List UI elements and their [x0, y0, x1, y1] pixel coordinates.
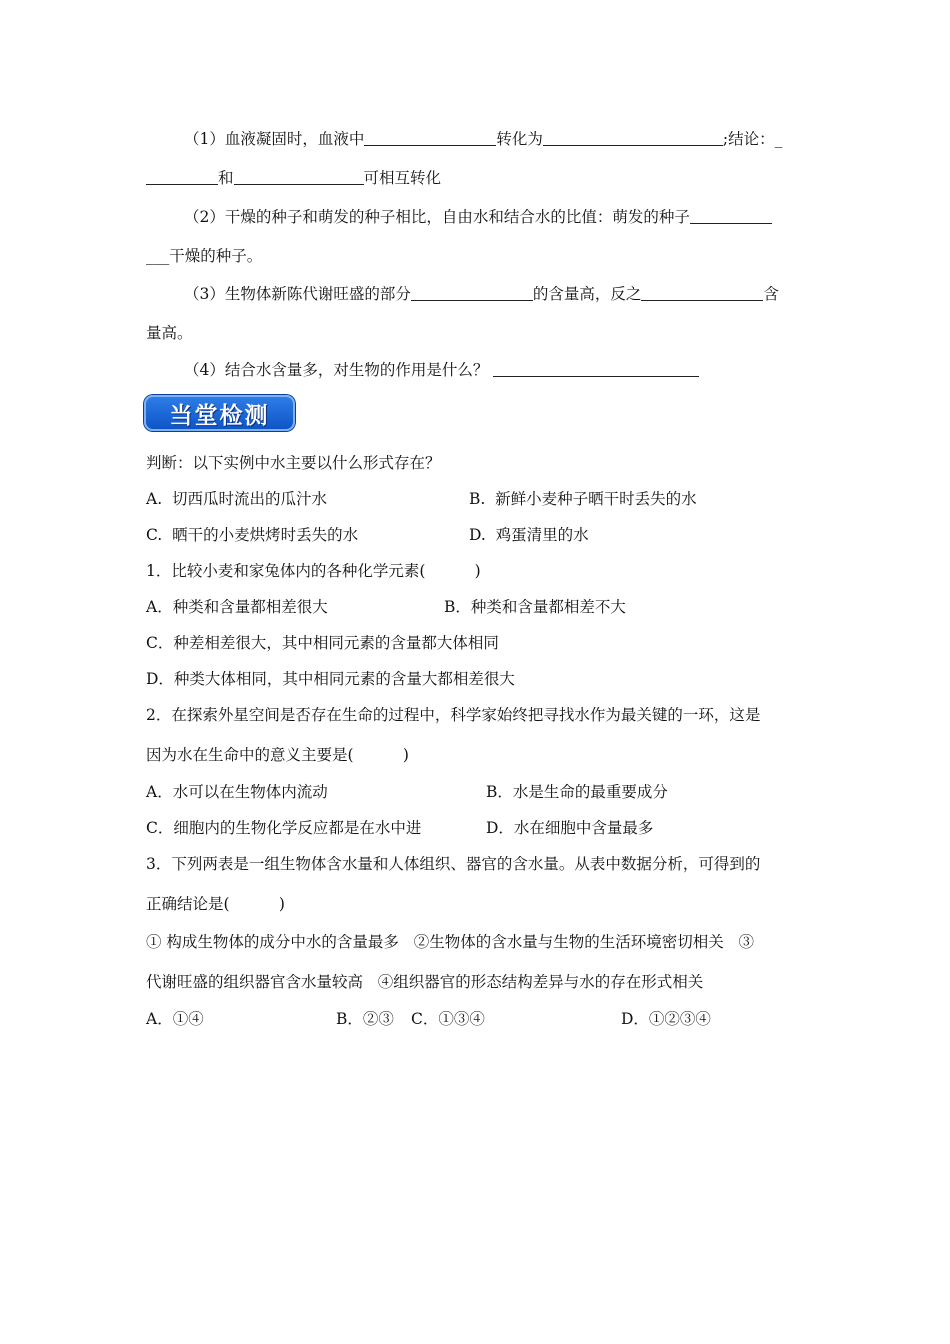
item-number: （2） [184, 208, 225, 226]
judge-option-d: D. 鸡蛋清里的水 [469, 526, 589, 544]
blank-q1-line1 [184, 129, 782, 149]
answer-blank[interactable] [234, 170, 364, 185]
q1-stem: 1．比较小麦和家兔体内的各种化学元素( ) [146, 562, 481, 580]
judge-stem: 判断：以下实例中水主要以什么形式存在？ [146, 454, 441, 472]
section-banner [144, 395, 295, 431]
q1-option-c: C．种差相差很大，其中相同元素的含量都大体相同 [146, 634, 499, 652]
text: 的含量高，反之 [532, 285, 642, 303]
text: 生物体新陈代谢旺盛的部分 [224, 285, 411, 303]
section-title: 当堂检测 [169, 402, 270, 429]
text: 转化为 [496, 130, 543, 148]
q3-stem-line1: 3．下列两表是一组生物体含水量和人体组织、器官的含水量。从表中数据分析，可得到的 [146, 855, 761, 873]
blank-q2-line2 [146, 246, 262, 266]
answer-blank[interactable] [493, 362, 699, 377]
q3-option-c: C．①③④ [411, 1010, 485, 1028]
q2-option-d: D．水在细胞中含量最多 [486, 819, 654, 837]
blank-q3-line1 [184, 284, 779, 304]
q3-statements-line1: ① 构成生物体的成分中水的含量最多 ②生物体的含水量与生物的生活环境密切相关 ③ [146, 933, 754, 951]
q3-option-d: D．①②③④ [621, 1010, 711, 1028]
item-number: （4） [184, 361, 225, 379]
answer-blank[interactable] [146, 170, 218, 185]
text: 含 [763, 285, 779, 303]
text: 和 [218, 169, 234, 187]
q2-stem-line2: 因为水在生命中的意义主要是( ) [146, 746, 409, 764]
text: ___干燥的种子。 [146, 247, 263, 265]
blank-q4-line [184, 360, 699, 380]
answer-blank[interactable] [364, 131, 496, 146]
item-number: （3） [184, 285, 225, 303]
answer-blank[interactable] [411, 286, 533, 301]
text: 可相互转化 [363, 169, 442, 187]
q2-option-a: A．水可以在生物体内流动 [146, 783, 328, 801]
blank-q3-line2 [146, 323, 193, 343]
text: 结合水含量多，对生物的作用是什么？ [224, 361, 489, 379]
text: 量高。 [146, 324, 193, 342]
q1-option-d: D．种类大体相同，其中相同元素的含量大都相差很大 [146, 670, 515, 688]
q3-statements-line2: 代谢旺盛的组织器官含水量较高 ④组织器官的形态结构差异与水的存在形式相关 [146, 973, 704, 991]
q2-stem-line1: 2．在探索外星空间是否存在生命的过程中，科学家始终把寻找水作为最关键的一环，这是 [146, 706, 761, 724]
q2-option-c: C．细胞内的生物化学反应都是在水中进 [146, 819, 422, 837]
answer-blank[interactable] [641, 286, 763, 301]
answer-blank[interactable] [543, 131, 723, 146]
judge-option-c: C. 晒干的小麦烘烤时丢失的水 [146, 526, 359, 544]
q1-option-b: B．种类和含量都相差不大 [444, 598, 626, 616]
blank-q1-line2 [146, 168, 441, 188]
q3-option-a: A．①④ [146, 1010, 204, 1028]
text: ;结论：_ [722, 130, 783, 148]
judge-option-b: B. 新鲜小麦种子晒干时丢失的水 [469, 490, 697, 508]
blank-q2-line1 [184, 207, 772, 227]
answer-blank[interactable] [690, 209, 772, 224]
item-number: （1） [184, 130, 225, 148]
q3-option-b: B．②③ [336, 1010, 394, 1028]
q2-option-b: B．水是生命的最重要成分 [486, 783, 668, 801]
judge-option-a: A. 切西瓜时流出的瓜汁水 [146, 490, 327, 508]
text: 干燥的种子和萌发的种子相比，自由水和结合水的比值：萌发的种子 [224, 208, 690, 226]
text: 血液凝固时，血液中 [224, 130, 365, 148]
q1-option-a: A．种类和含量都相差很大 [146, 598, 328, 616]
q3-stem-line2: 正确结论是( ) [146, 895, 285, 913]
